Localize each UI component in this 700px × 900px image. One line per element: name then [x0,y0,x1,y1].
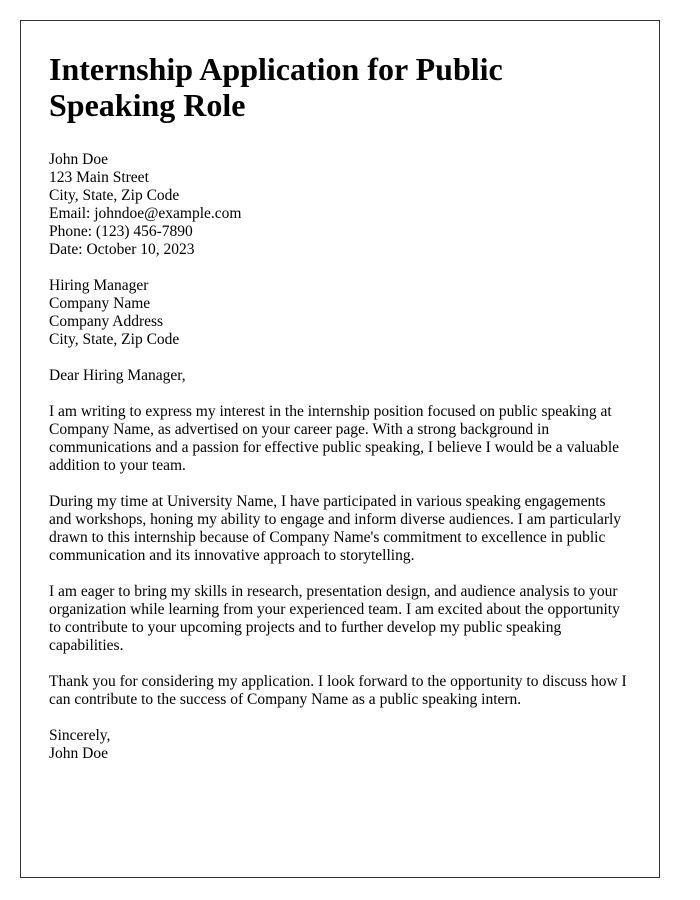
sender-name: John Doe [49,151,108,168]
sender-address-block [49,151,631,259]
letter-date: Date: October 10, 2023 [49,241,195,258]
sender-city: City, State, Zip Code [49,187,180,204]
sender-phone: Phone: (123) 456-7890 [49,223,193,240]
body-paragraph: I am eager to bring my skills in research, presentation design, and audience analysis to your organization while learning from your experienced team. I am excited about the opportunity to contribute to your upcoming projects and to further develop my public speaking capabilities. [49,583,620,654]
salutation: Dear Hiring Manager, [49,367,186,384]
sender-street: 123 Main Street [49,169,149,186]
recipient-address-block [49,277,631,349]
recipient-company: Company Name [49,295,151,312]
body-paragraph: Thank you for considering my application. I look forward to the opportunity to discuss how I can contribute to the success of Company Name as a public speaking intern. [49,673,627,708]
signature-name: John Doe [49,745,108,762]
letter-title: Internship Application for Public Speaking Role [49,51,503,123]
body-paragraph: I am writing to express my interest in the internship position focused on public speaking at Company Name, as advertised on your career page. With a strong background in communications and a passion for effective public speaking, I believe I would be a valuable addition to your team. [49,403,620,474]
recipient-address: Company Address [49,313,164,330]
closing-block [49,727,631,763]
recipient-title: Hiring Manager [49,277,149,294]
valediction: Sincerely, [49,727,111,744]
recipient-city: City, State, Zip Code [49,331,180,348]
sender-email: Email: johndoe@example.com [49,205,242,222]
letter-page [20,20,660,878]
body-paragraph: During my time at University Name, I have participated in various speaking engagements and workshops, honing my ability to engage and inform diverse audiences. I am particularly drawn to this internship because of Company Name's commitment to excellence in public communication and its innovative approach to storytelling. [49,493,622,564]
